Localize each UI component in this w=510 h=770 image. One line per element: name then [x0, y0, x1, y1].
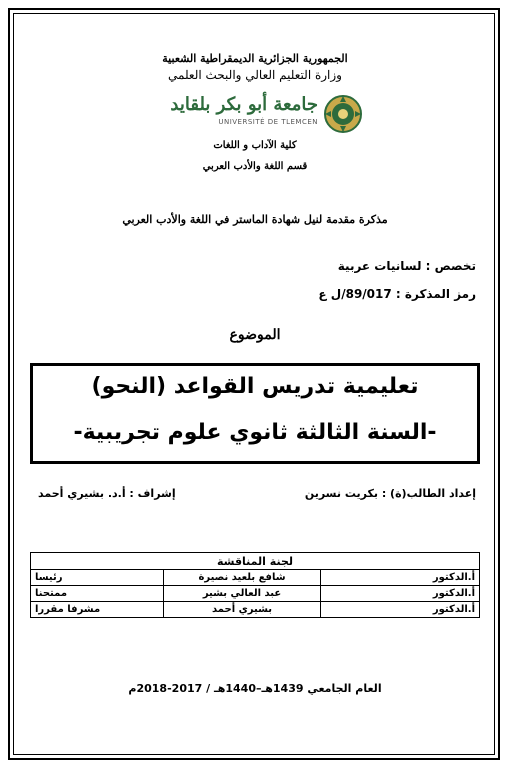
jury-member-role: مشرفا مقررا: [31, 602, 164, 618]
subject-label: الموضوع: [229, 327, 281, 343]
faculty-heading: كلية الآداب و اللغات: [213, 140, 297, 151]
republic-heading: الجمهورية الجزائرية الديمقراطية الشعبية: [162, 52, 348, 65]
university-seal-icon: [322, 94, 364, 134]
university-name-ar: جامعة أبو بكر بلقايد: [170, 94, 318, 115]
table-row: [31, 570, 480, 586]
thesis-title-line2: -السنة الثالثة ثانوي علوم تجريبية-: [73, 420, 437, 445]
memo-title: مذكرة مقدمة لنيل شهادة الماستر في اللغة والأدب العربي: [122, 213, 388, 226]
jury-caption: لجنة المناقشة: [31, 553, 480, 570]
university-name-fr: UNIVERSITÉ DE TLEMCEN: [218, 118, 318, 126]
table-row: [31, 586, 480, 602]
prepared-by: إعداد الطالب(ة) : بكريت نسرين: [304, 487, 476, 500]
department-heading: قسم اللغة والأدب العربي: [202, 161, 308, 172]
university-logo: [170, 94, 370, 134]
jury-table: [30, 552, 480, 618]
jury-caption-row: [31, 553, 480, 570]
jury-member-title: أ.الدكتور: [321, 570, 480, 586]
jury-member-role: رئيسا: [31, 570, 164, 586]
memo-code: رمز المذكرة : 89/017/ل ع: [318, 287, 476, 301]
jury-member-title: أ.الدكتور: [321, 586, 480, 602]
supervisor: إشراف : أ.د. بشيري أحمد: [38, 487, 176, 500]
academic-year: العام الجامعي 1439هـ–1440هـ / 2017-2018م: [128, 682, 382, 695]
jury-member-role: ممتحنا: [31, 586, 164, 602]
jury-member-name: بشيري أحمد: [164, 602, 321, 618]
table-row: [31, 602, 480, 618]
ministry-heading: وزارة التعليم العالي والبحث العلمي: [168, 68, 342, 82]
specialty-line: تخصص : لسانيات عربية: [337, 259, 476, 273]
thesis-title-box: [30, 363, 480, 464]
thesis-title-line1: تعليمية تدريس القواعد (النحو): [91, 374, 419, 399]
jury-member-title: أ.الدكتور: [321, 602, 480, 618]
jury-member-name: شافع بلعيد نصيرة: [164, 570, 321, 586]
jury-member-name: عبد العالي بشير: [164, 586, 321, 602]
